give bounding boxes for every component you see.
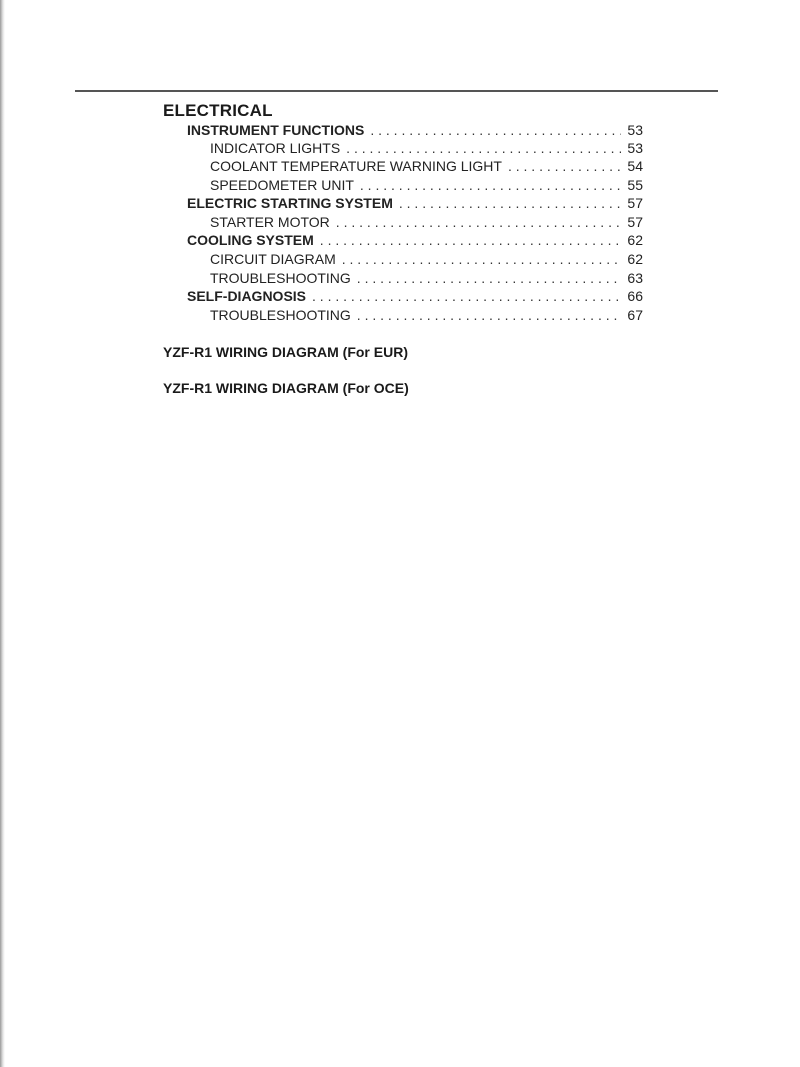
toc-entry-label: INSTRUMENT FUNCTIONS — [187, 122, 365, 138]
dot-leader — [370, 121, 621, 139]
toc-entry-page: 63 — [627, 270, 643, 286]
toc-entry-label: TROUBLESHOOTING — [210, 307, 351, 323]
toc-entry-page: 57 — [627, 195, 643, 211]
toc-entry-starter-motor[interactable] — [210, 213, 643, 231]
wiring-diagram-oce-link[interactable]: YZF-R1 WIRING DIAGRAM (For OCE) — [163, 380, 409, 396]
dot-leader — [312, 287, 621, 305]
dot-leader — [357, 306, 621, 324]
dot-leader — [336, 213, 621, 231]
toc-entry-page: 55 — [627, 177, 643, 193]
toc-entry-indicator-lights[interactable] — [210, 139, 643, 157]
toc-entry-speedometer-unit[interactable] — [210, 176, 643, 194]
toc-entry-self-diagnosis[interactable] — [187, 287, 643, 305]
toc-entry-troubleshooting-cooling[interactable] — [210, 269, 643, 287]
section-title: ELECTRICAL — [163, 101, 273, 120]
toc-entry-label: SPEEDOMETER UNIT — [210, 177, 354, 193]
toc-entry-page: 67 — [627, 307, 643, 323]
toc-entry-label: CIRCUIT DIAGRAM — [210, 251, 336, 267]
wiring-diagram-eur-link[interactable]: YZF-R1 WIRING DIAGRAM (For EUR) — [163, 344, 408, 360]
toc-entry-coolant-temperature-warning-light[interactable] — [210, 157, 643, 175]
toc-entry-page: 66 — [627, 288, 643, 304]
toc-entry-page: 57 — [627, 214, 643, 230]
toc-entry-page: 53 — [627, 140, 643, 156]
toc-entry-instrument-functions[interactable] — [187, 121, 643, 139]
toc-entry-label: INDICATOR LIGHTS — [210, 140, 341, 156]
toc-entry-label: ELECTRIC STARTING SYSTEM — [187, 195, 393, 211]
dot-leader — [399, 194, 621, 212]
header-rule — [75, 90, 718, 92]
toc-entry-page: 54 — [627, 158, 643, 174]
toc-entry-label: SELF-DIAGNOSIS — [187, 288, 307, 304]
toc-entry-label: STARTER MOTOR — [210, 214, 330, 230]
toc-entry-page: 62 — [627, 232, 643, 248]
dot-leader — [342, 250, 621, 268]
dot-leader — [360, 176, 621, 194]
toc-entry-troubleshooting-self-diagnosis[interactable] — [210, 306, 643, 324]
toc-entry-page: 62 — [627, 251, 643, 267]
toc-entry-electric-starting-system[interactable] — [187, 194, 643, 212]
toc-entry-cooling-system[interactable] — [187, 231, 643, 249]
dot-leader — [346, 139, 621, 157]
dot-leader — [357, 269, 621, 287]
page-edge-shadow — [0, 0, 5, 1067]
toc-entry-circuit-diagram[interactable] — [210, 250, 643, 268]
toc-entry-label: COOLING SYSTEM — [187, 232, 314, 248]
dot-leader — [508, 157, 621, 175]
toc-entry-label: TROUBLESHOOTING — [210, 270, 351, 286]
dot-leader — [320, 231, 621, 249]
toc-entry-page: 53 — [627, 122, 643, 138]
toc-entry-label: COOLANT TEMPERATURE WARNING LIGHT — [210, 158, 502, 174]
